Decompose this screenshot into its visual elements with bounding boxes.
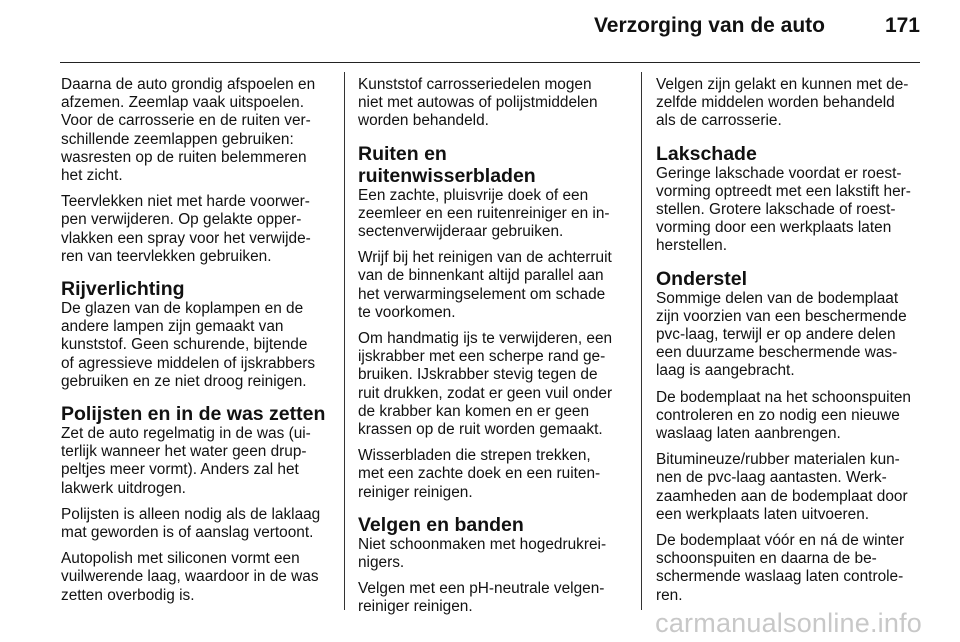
paragraph: Niet schoonmaken met hogedrukrei- nigers. [358, 535, 607, 572]
paragraph: Sommige delen van de bodemplaat zijn voorzien van een beschermende pvc-laag, terwijl er op andere delen een duurzame beschermende was- laag is aangebracht. [656, 289, 907, 380]
paragraph: Velgen zijn gelakt en kunnen met de- zelfde middelen worden behandeld als de carrosserie. [656, 76, 909, 130]
paragraph: Om handmatig ijs te verwijderen, een ijskrabber met een scherpe rand ge- bruiken. IJskrabber stevig tegen de ruit drukken, zodat er geen vuil onder de krabber kan komen en er geen krassen op de ruit worden gemaakt. [358, 330, 613, 439]
header-divider [60, 62, 920, 63]
section-heading-onderstel: Onderstel [656, 267, 748, 290]
paragraph: De glazen van de koplampen en de andere lampen zijn gemaakt van kunststof. Geen schurende, bijtende of agressieve middelen of ijskrabbers gebruiken en ze niet droog reinigen. [61, 300, 316, 390]
column-middle [358, 76, 628, 625]
column-divider [641, 72, 642, 610]
page-number: 171 [884, 14, 920, 37]
section-heading-rijverlichting: Rijverlichting [61, 278, 185, 301]
paragraph: De bodemplaat vóór en ná de winter schoonspuiten en daarna de be- schermende waslaag laten controle- ren. [656, 532, 905, 604]
paragraph: Daarna de auto grondig afspoelen en afzemen. Zeemlap vaak uitspoelen. Voor de carrosserie en de ruiten ver- schillende zeemlappen gebruiken: wasresten op de ruiten belemmeren het zicht. [61, 76, 316, 185]
section-heading-ruiten: Ruiten en ruitenwisserbladen [358, 142, 536, 187]
paragraph: Bitumineuze/rubber materialen kun- nen de pvc-laag aantasten. Werk- zaamheden aan de bodemplaat door een werkplaats laten uitvoeren. [656, 451, 908, 523]
column-left [61, 76, 331, 613]
paragraph: Velgen met een pH-neutrale velgen- reiniger reinigen. [358, 580, 605, 616]
column-divider [344, 72, 345, 610]
paragraph: Een zachte, pluisvrije doek of een zeemleer en een ruitenreiniger en in- sectenverwijderaar gebruiken. [358, 186, 610, 241]
paragraph: Wisserbladen die strepen trekken, met een zachte doek en een ruiten- reiniger reinigen. [358, 447, 601, 501]
paragraph: Polijsten is alleen nodig als de laklaag mat geworden is of aanslag vertoont. [61, 505, 321, 542]
section-heading-polijsten: Polijsten en in de was zetten [61, 403, 326, 426]
paragraph: Teervlekken niet met harde voorwer- pen verwijderen. Op gelakte opper- vlakken een spray voor het verwijde- ren van teervlekken gebruiken. [61, 193, 311, 265]
paragraph: Geringe lakschade voordat er roest- vorming optreedt met een lakstift her- stellen. Grotere lakschade of roest- vorming door een werkplaats laten herstellen. [656, 164, 911, 255]
section-heading-lakschade: Lakschade [656, 142, 757, 165]
paragraph: De bodemplaat na het schoonspuiten controleren en zo nodig een nieuwe waslaag laten aanbrengen. [656, 388, 911, 443]
paragraph: Autopolish met siliconen vormt een vuilwerende laag, waardoor in de was zetten overbodig is. [61, 550, 319, 604]
page-title: Verzorging van de auto [593, 14, 825, 37]
paragraph: Wrijf bij het reinigen van de achterruit van de binnenkant altijd parallel aan het verwarmingselement om schade te voorkomen. [358, 249, 612, 321]
paragraph: Zet de auto regelmatig in de was (ui- terlijk wanneer het water geen drup- peltjes meer vormt). Anders zal het lakwerk uitdrogen. [61, 425, 311, 497]
column-right [656, 76, 924, 613]
paragraph: Kunststof carrosseriedelen mogen niet met autowas of polijstmiddelen worden behandeld. [358, 76, 598, 130]
watermark: carmanualsonline.info [655, 608, 922, 638]
section-heading-velgen: Velgen en banden [358, 513, 524, 536]
